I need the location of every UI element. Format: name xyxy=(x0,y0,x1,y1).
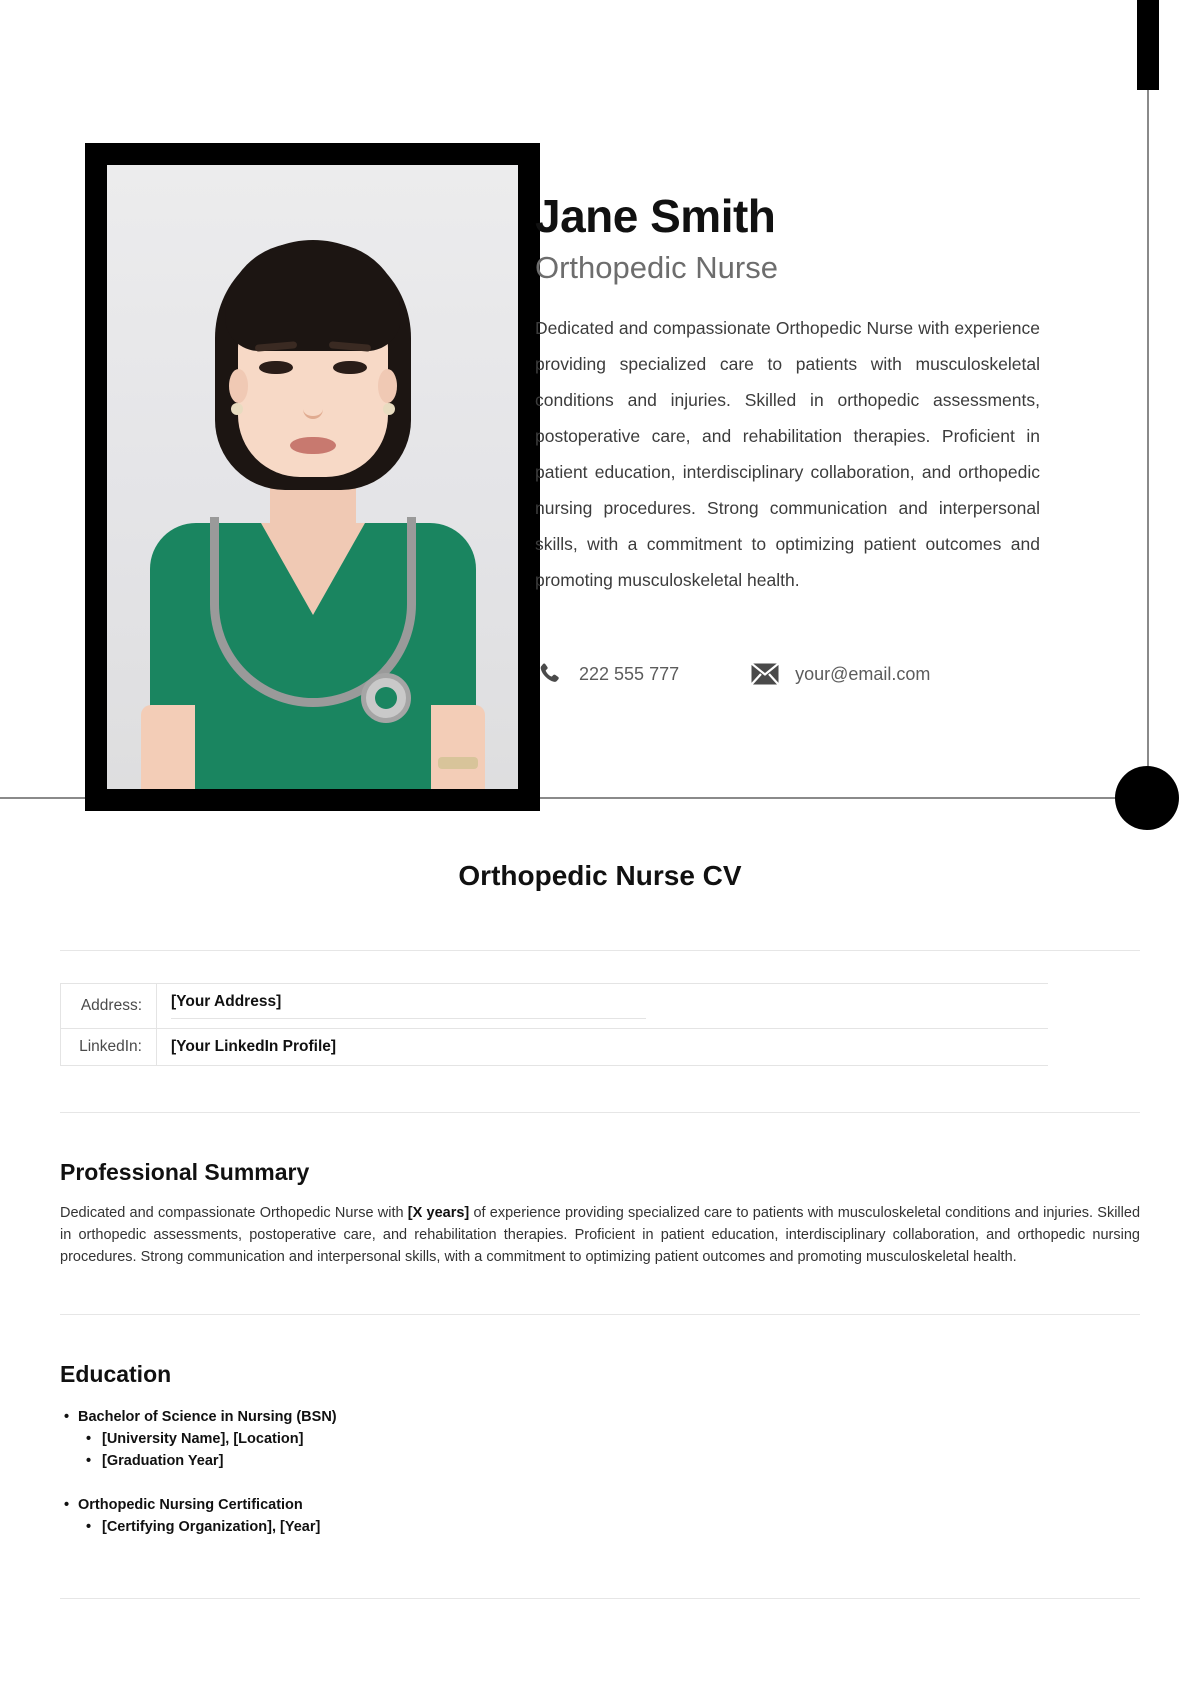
photo-earring-left xyxy=(231,403,243,415)
professional-summary-text xyxy=(60,1202,1140,1268)
photo-arm-left xyxy=(141,705,195,789)
stethoscope-chestpiece-icon xyxy=(361,673,411,723)
phone-icon xyxy=(535,660,563,688)
page-title: Orthopedic Nurse CV xyxy=(458,860,742,891)
contact-row xyxy=(535,660,930,688)
email-address: your@email.com xyxy=(795,663,931,684)
education-title: • Orthopedic Nursing Certification xyxy=(60,1494,1140,1516)
education-title: • Bachelor of Science in Nursing (BSN) xyxy=(60,1406,1140,1428)
hero-text-block xyxy=(535,190,1040,598)
summary-rest: of experience providing specialized care to patients with musculoskeletal conditions and injuries. Skilled in orthopedic assessments, postoperative care, and rehabilitation therapies. Proficient in patient education, interdisciplinary collaboration, and orthopedic nursing procedures. Strong communication and interpersonal skills, with a commitment to optimizing patient outcomes and promoting musculoskeletal health. xyxy=(60,1205,1141,1265)
section-heading-professional-summary: Professional Summary xyxy=(60,1159,310,1185)
envelope-icon xyxy=(751,660,779,688)
summary-lead: Dedicated and compassionate Orthopedic Nurse with xyxy=(60,1205,408,1221)
contact-info-table xyxy=(60,983,1048,1066)
education-detail: • [Graduation Year] xyxy=(60,1450,1140,1472)
summary-highlight: [X years] xyxy=(407,1205,470,1221)
photo-arm-right xyxy=(431,705,485,789)
contact-email[interactable] xyxy=(751,660,930,688)
education-detail: • [University Name], [Location] xyxy=(60,1428,1140,1450)
contact-phone[interactable] xyxy=(535,660,679,688)
education-list xyxy=(60,1406,1140,1538)
photo-nose xyxy=(303,393,323,419)
table-row xyxy=(61,984,1048,1029)
info-label-linkedin: LinkedIn: xyxy=(61,1029,157,1066)
divider-below-info-table xyxy=(60,1112,1140,1113)
profile-photo-frame xyxy=(85,143,540,811)
info-value-address[interactable] xyxy=(157,984,1048,1029)
divider-below-education xyxy=(60,1598,1140,1599)
candidate-role: Orthopedic Nurse xyxy=(535,249,778,285)
education-detail: • [Certifying Organization], [Year] xyxy=(60,1516,1140,1538)
divider-below-summary xyxy=(60,1314,1140,1315)
professional-summary-section xyxy=(60,1159,1140,1268)
linkedin-value: [Your LinkedIn Profile] xyxy=(171,1038,337,1055)
education-section xyxy=(60,1361,1140,1538)
hero-section xyxy=(0,0,1200,810)
phone-number: 222 555 777 xyxy=(579,663,680,684)
photo-eye-right xyxy=(333,361,367,374)
section-heading-education: Education xyxy=(60,1361,172,1387)
list-item xyxy=(60,1494,1140,1538)
photo-wristwatch xyxy=(438,757,478,769)
hero-summary-text: Dedicated and compassionate Orthopedic Nurse with experience providing specialized care to patients with musculoskeletal conditions and injuries. Skilled in orthopedic assessments, postoperative care, and rehabilitation therapies. Proficient in patient education, interdisciplinary collaboration, and orthopedic nursing procedures. Strong communication and interpersonal skills, with a commitment to optimizing patient outcomes and promoting musculoskeletal health. xyxy=(535,317,1040,590)
list-item xyxy=(60,1406,1140,1472)
photo-earring-right xyxy=(383,403,395,415)
info-value-linkedin[interactable] xyxy=(157,1029,1048,1066)
table-row xyxy=(61,1029,1048,1066)
profile-photo xyxy=(107,165,518,789)
document-body xyxy=(0,798,1200,1599)
divider-above-info-table xyxy=(60,950,1140,951)
photo-mouth xyxy=(290,437,336,454)
candidate-name: Jane Smith xyxy=(535,190,776,242)
address-value: [Your Address] xyxy=(171,993,646,1019)
photo-ear-right xyxy=(378,369,397,403)
info-label-address: Address: xyxy=(61,984,157,1029)
photo-ear-left xyxy=(229,369,248,403)
photo-eye-left xyxy=(259,361,293,374)
